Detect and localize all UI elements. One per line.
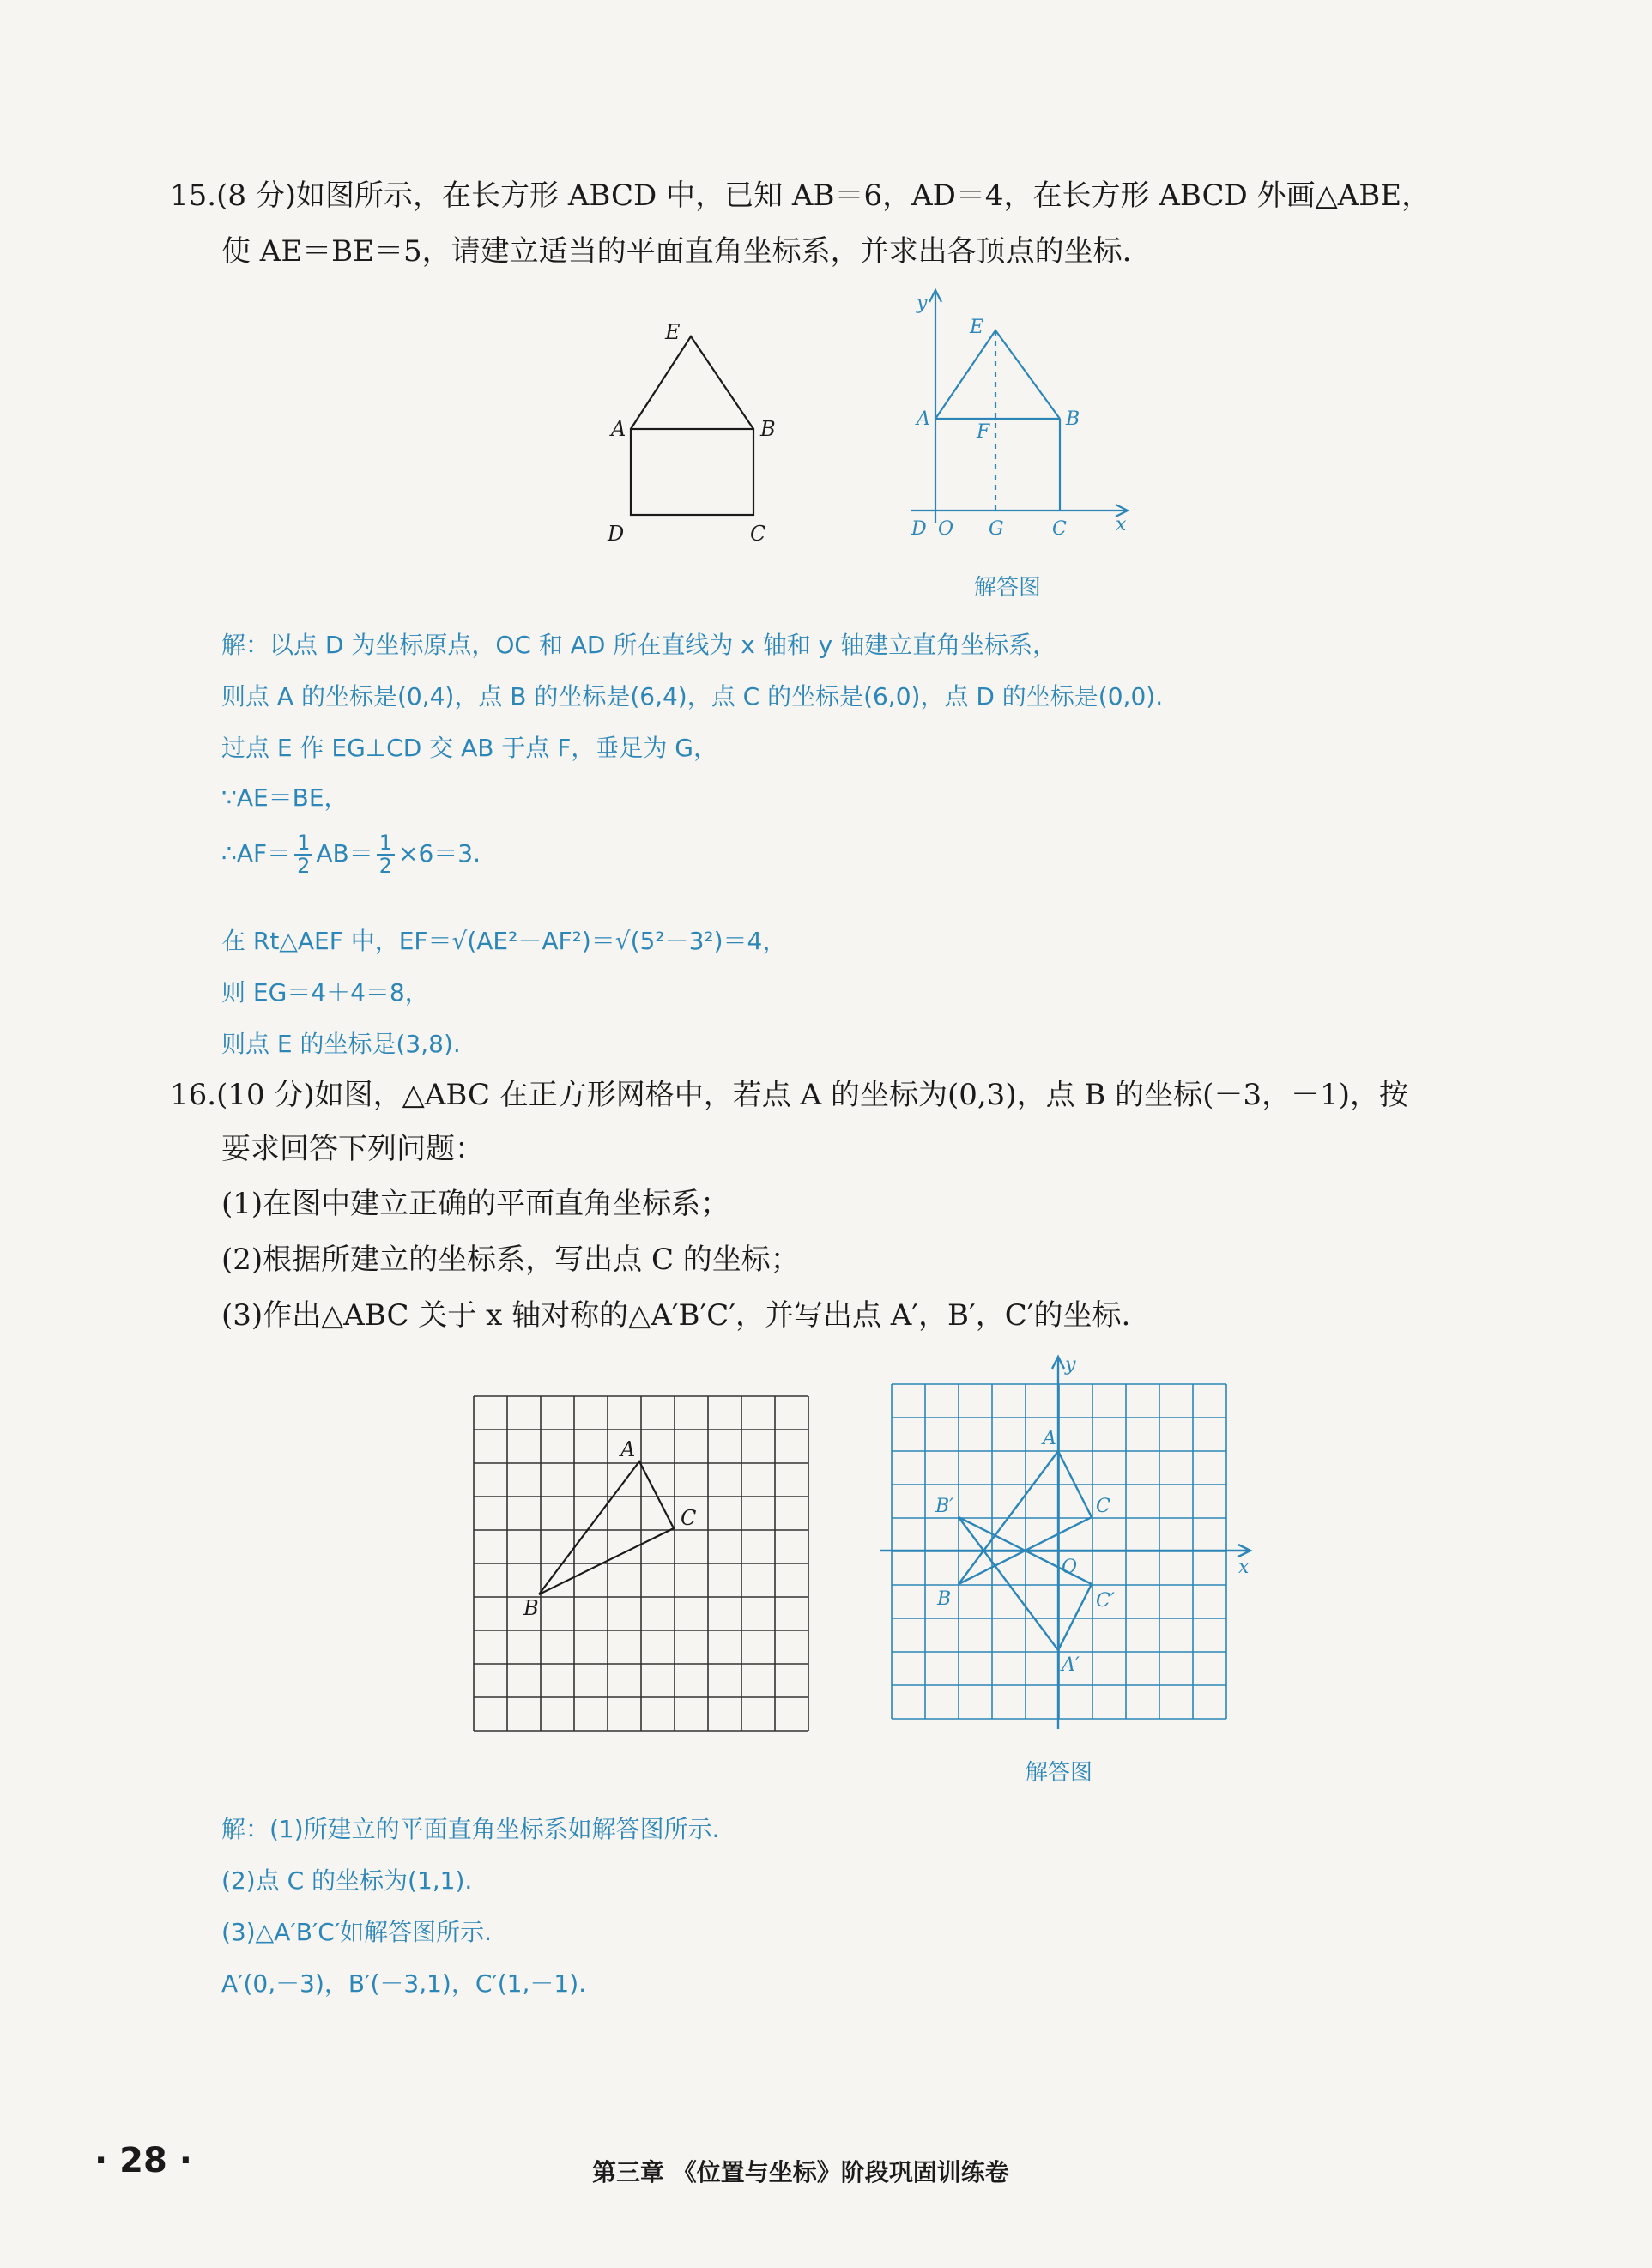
a15-line2: 则点 A 的坐标是(0,4)，点 B 的坐标是(6,4)，点 C 的坐标是(6,0)，点 D 的坐标是(0,0). xyxy=(221,682,1164,711)
grid1-label-a: A xyxy=(620,1437,636,1461)
label-g: G xyxy=(989,518,1004,540)
q15-figure xyxy=(592,318,807,558)
a15-line8: 则点 E 的坐标是(3,8). xyxy=(221,1030,461,1058)
q16-grid-figure xyxy=(472,1394,815,1733)
q16-caption: 解答图 xyxy=(1026,1760,1093,1786)
q15-line1: 15.(8 分)如图所示，在长方形 ABCD 中，已知 AB＝6，AD＝4，在长方形 ABCD 外画△ABE， xyxy=(170,178,1431,213)
footer-title: 第三章 《位置与坐标》阶段巩固训练卷 xyxy=(592,2158,1009,2186)
label-a2: A xyxy=(917,408,930,430)
grid2-label-y: y xyxy=(1065,1354,1076,1376)
grid2-label-b-prime: B′ xyxy=(935,1496,954,1517)
label-x: x xyxy=(1116,514,1127,535)
q15-answer-figure xyxy=(901,283,1141,549)
grid2-label-a-prime: A′ xyxy=(1062,1654,1080,1676)
fraction-half-2: $\frac{1}{2}$ xyxy=(377,832,395,877)
page-number: · 28 · xyxy=(94,2141,192,2180)
q16-line3: (1)在图中建立正确的平面直角坐标系； xyxy=(221,1187,730,1221)
grid2-label-a: A xyxy=(1043,1428,1056,1449)
a16-line1: 解：(1)所建立的平面直角坐标系如解答图所示. xyxy=(221,1815,720,1843)
q15-caption: 解答图 xyxy=(974,575,1042,601)
q16-line1: 16.(10 分)如图，△ABC 在正方形网格中，若点 A 的坐标为(0,3)，点 B 的坐标(－3，－1)，按 xyxy=(170,1078,1408,1112)
triangle-abe-answer xyxy=(935,330,1060,419)
grid2-label-x: x xyxy=(1238,1557,1250,1578)
label-b: B xyxy=(760,417,776,441)
grid-lines xyxy=(474,1396,808,1731)
label-d: D xyxy=(608,522,625,546)
grid2-label-o: O xyxy=(1062,1557,1078,1578)
label-c: C xyxy=(750,522,766,546)
a16-line2: (2)点 C 的坐标为(1,1). xyxy=(221,1866,473,1895)
label-a: A xyxy=(611,417,626,441)
a15-line6: 在 Rt△AEF 中，EF＝√(AE²－AF²)＝√(5²－3²)＝4， xyxy=(221,927,787,955)
q16-line4: (2)根据所建立的坐标系，写出点 C 的坐标； xyxy=(221,1243,800,1277)
label-b2: B xyxy=(1066,408,1080,430)
rectangle-abcd xyxy=(631,429,753,515)
q16-line2: 要求回答下列问题： xyxy=(221,1132,484,1166)
label-e: E xyxy=(665,320,681,344)
a15-line5: ∴AF＝ $\frac{1}{2}$ AB＝ $\frac{1}{2}$ ×6＝3. xyxy=(221,831,481,879)
grid2-label-c-prime: C′ xyxy=(1096,1590,1115,1612)
a15-line1: 解：以点 D 为坐标原点，OC 和 AD 所在直线为 x 轴和 y 轴建立直角坐标系， xyxy=(221,631,1057,659)
triangle-abc xyxy=(539,1461,674,1594)
a15-line7: 则 EG＝4＋4＝8， xyxy=(221,978,429,1007)
grid1-label-c: C xyxy=(681,1506,697,1530)
grid1-label-b: B xyxy=(523,1596,539,1620)
fraction-half: $\frac{1}{2}$ xyxy=(294,832,312,877)
a15-line4: ∵AE＝BE， xyxy=(221,783,348,812)
q15-line2: 使 AE＝BE＝5，请建立适当的平面直角坐标系，并求出各顶点的坐标. xyxy=(221,234,1132,269)
triangle-abe xyxy=(631,336,753,429)
q16-line5: (3)作出△ABC 关于 x 轴对称的△A′B′C′，并写出点 A′，B′，C′的坐标. xyxy=(221,1298,1131,1333)
label-c2: C xyxy=(1052,518,1067,540)
label-d2: D xyxy=(911,518,927,540)
a16-line4: A′(0,－3)，B′(－3,1)，C′(1,－1). xyxy=(221,1969,587,1998)
q16-answer-grid xyxy=(871,1352,1257,1738)
label-f: F xyxy=(977,421,990,443)
a15-line3: 过点 E 作 EG⊥CD 交 AB 于点 F，垂足为 G， xyxy=(221,734,717,762)
grid2-label-b: B xyxy=(937,1588,952,1610)
label-y: y xyxy=(917,293,928,314)
label-e2: E xyxy=(970,317,984,338)
grid2-label-c: C xyxy=(1096,1496,1110,1517)
label-o: O xyxy=(938,518,954,540)
a16-line3: (3)△A′B′C′如解答图所示. xyxy=(221,1918,493,1946)
